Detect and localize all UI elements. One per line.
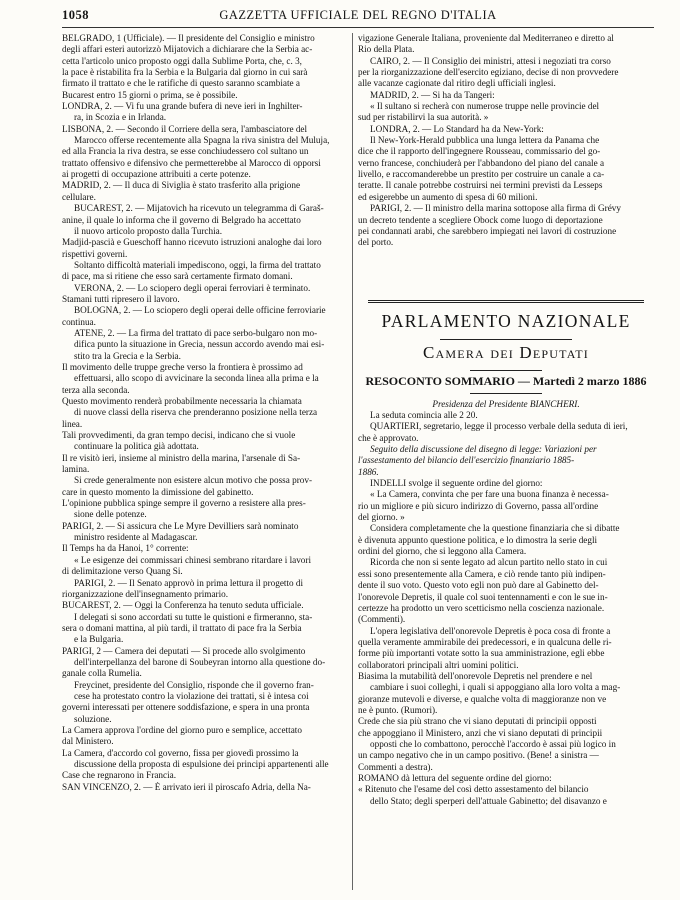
header-rule [62,27,654,28]
text-line: il nuovo articolo proposto dalla Turchia. [74,225,223,236]
text-line: collaboratori principali altri uomini politici. [358,659,519,670]
text-line: CAIRO, 2. — Il Consiglio dei ministri, attesi i negoziati tra corso [370,55,611,66]
text-line: vigazione Generale Italiana, proveniente dal Mediterraneo e diretto al [358,33,614,43]
text-line: BOLOGNA, 2. — Lo sciopero degli operai delle officine ferroviarie [74,305,326,316]
text-line: trattato offensivo e difensivo che permetterebbe al Marocco di opporsi [62,157,321,168]
text-line: dell'interpellanza del barone di Soubeyran intorno alla questione do- [74,656,326,667]
section-rule-top [368,300,644,303]
publication-title: GAZZETTA UFFICIALE DEL REGNO D'ITALIA [219,8,497,22]
text-line: ne è punto. (Rumori). [358,704,438,715]
text-line: sud per ristabilirvi la sua autorità. » [358,112,489,123]
text-line: di pace, ma si ritiene che esso sarà certamente firmato domani. [62,271,293,282]
text-line: e la Bulgaria. [74,634,124,645]
text-line: « Le esigenze dei commissari chinesi sembrano ritardare i lavori [74,554,311,565]
text-line: care in questo momento la dimissione del gabinetto. [62,486,254,497]
chamber-title: Camera dei Deputati [423,343,589,362]
text-line: La seduta comincia alle 2 20. [370,410,478,420]
text-line: L'opera legislativa dell'onorevole Depretis è poca cosa di fronte a [370,625,611,636]
text-line: Bucarest entro 15 giorni o prima, se è possibile. [62,89,238,100]
text-line: dente il suo voto. Questo voto egli non può dare al Gabinetto del- [358,580,599,591]
text-line: Tali provvedimenti, da gran tempo decisi, indicano che si vuole [62,430,296,441]
text-line: cetta l'articolo unico proposto oggi dalla Sublime Porta, che, c. 3, [62,55,302,66]
text-line: (Commenti). [358,614,406,625]
text-line: Case che regnarono in Francia. [62,770,177,781]
text-line: di delimitazione verso Quang Si. [62,566,183,577]
short-rule [470,393,542,394]
text-line: BELGRADO, 1 (Ufficiale). — Il presidente del Consiglio e ministro [62,33,315,43]
text-line: MADRID, 2. — Si ha da Tangeri: [370,89,495,100]
text-line: Si crede generalmente non esistere alcun motivo che possa prov- [74,475,313,486]
text-line: che è approvato. [358,432,419,443]
text-line: Il movimento delle truppe greche verso la frontiera è prossimo ad [62,361,303,372]
text-line: Marocco offerse recentemente alla Spagna la riva sinistra del Muluja, [74,135,330,146]
text-line: degli affari esteri autorizzò Mijatovich a dichiarare che la Serbia ac- [62,44,313,55]
text-line: Rio della Plata. [358,44,415,55]
text-line: teratte. Il canale potrebbe costruirsi nei termini previsti da Lesseps [358,180,603,191]
text-line: linea. [62,418,83,429]
text-line: del giorno. » [358,512,405,523]
text-line: PARIGI, 2. — Il Senato approvò in prima lettura il progetto di [74,577,304,588]
text-line: forme più importanti votate sotto la sua amministrazione, egli ebbe [358,648,605,659]
text-line: Stamani tutti ripresero il lavoro. [62,293,180,304]
text-line: I delegati si sono accordati su tutte le quistioni e firmeranno, sta- [74,611,313,622]
text-line: rio un migliore e più sicuro indirizzo di Governo, passa all'ordine [358,500,599,511]
text-line: difica punto la situazione in Grecia, nessun accordo avendo mai esi- [74,339,325,350]
text-line: pei condannati arabi, che sarebbero impiegati nei lavori di costruzione [358,225,617,236]
text-line: ATENE, 2. — La firma del trattato di pace serbo-bulgaro non mo- [74,327,318,338]
text-line: LONDRA, 2. — Lo Standard ha da New-York: [370,123,544,134]
text-line: lamina. [62,464,90,475]
text-line: ganale colla Rumelia. [62,668,142,679]
text-line: sione delle potenze. [74,509,147,520]
text-line: VERONA, 2. — Lo sciopero degli operai ferroviari è terminato. [74,282,311,293]
short-rule [440,339,572,340]
text-line: gioranze mutevoli e diverse, e qualche volta di maggioranze non ve [358,693,607,704]
text-line: continua. [62,316,96,327]
text-line: SAN VINCENZO, 2. — È arrivato ieri il piroscafo Adria, della Na- [62,781,311,792]
text-line: l'assestamento del bilancio dell'esercizio finanziario 1885- [358,455,575,466]
text-line: 1886. [358,466,379,477]
text-line: è divenuta appunto questione politica, e lo dimostra la serie degli [358,534,598,545]
text-line: l'onorevole Depretis, il quale col suoi tentennamenti e con le sue in- [358,591,608,602]
text-line: dello Stato; degli sperperi dell'attuale Gabinetto; del disavanzo e [370,795,607,806]
right-column-top [358,33,654,249]
text-line: ra, in Scozia e in Irlanda. [74,112,167,123]
text-line: Il re visitò ieri, insieme al ministro della marina, l'arsenale di Sa- [62,452,301,463]
text-line: LISBONA, 2. — Secondo il Corriere della sera, l'ambasciatore del [62,123,308,134]
text-line: effettuarsi, allo scopo di avvicinare la seconda linea alla prima e la [74,373,319,384]
text-line: continuare la politica già adottata. [74,441,199,452]
text-line: che appoggiano il Ministero, anzi che vi siano deputati di principii [358,727,603,738]
short-rule [470,370,542,371]
presidency-line: Presidenza del Presidente BIANCHERI. [432,399,580,409]
text-line: La Camera approva l'ordine del giorno puro e semplice, accettato [62,724,302,735]
text-line: ed esigerebbe un aumento di spesa di 60 milioni. [358,191,538,202]
left-column [62,33,348,793]
text-line: soluzione. [74,713,112,724]
text-line: MADRID, 2. — Il duca di Siviglia è stato trasferito alla prigione [62,180,301,191]
text-line: ROMANO dà lettura del seguente ordine del giorno: [358,773,552,783]
text-line: BUCAREST, 2. — Oggi la Conferenza ha tenuto seduta ufficiale. [62,600,304,611]
text-line: L'opinione pubblica spinge sempre il governo a resistere alla pres- [62,498,306,509]
text-line: ai progetti di occupazione attribuiti a certe potenze. [62,169,251,180]
text-line: certezze ha prodotto un vero scetticismo nella coscienza nazionale. [358,602,605,613]
text-line: per la riorganizzazione dell'esercito egiziano, decise di non provvedere [358,67,619,78]
text-line: ed alla Francia la riva destra, se esse conchiudessero col sultano un [62,146,309,157]
summary-heading: RESOCONTO SOMMARIO — Martedì 2 marzo 1886 [365,374,647,388]
text-line: ordini del giorno, che si leggono alla Camera. [358,546,527,557]
text-line: La Camera, d'accordo col governo, fissa per giovedì prossimo la [62,747,299,758]
text-line: opposti che lo combattono, perocchè l'accordo è assai più logico in [370,738,616,749]
text-line: dice che il rapporto dell'ingegnere Rousseau, commissario del go- [358,146,601,157]
text-line: « Ritenuto che l'esame del così detto assestamento del bilancio [358,784,589,795]
text-line: QUARTIERI, segretario, legge il processo verbale della seduta di ieri, [370,421,628,432]
text-line: rispettivi governi. [62,248,128,259]
page-number: 1058 [62,8,89,22]
text-line: Madjid-pascià e Gueschoff hanno ricevuto istruzioni analoghe dai loro [62,237,322,248]
text-line: PARIGI, 2. — Si assicura che Le Myre Devilliers sarà nominato [62,520,299,531]
text-line: del porto. [358,237,394,248]
text-line: stito tra la Grecia e la Serbia. [74,350,181,361]
text-line: Soltanto difficoltà materiali impediscono, oggi, la firma del trattato [74,259,321,270]
text-line: Freycinet, presidente del Consiglio, risponde che il governo fran- [74,679,314,690]
text-line: cese ha protestato contro la violazione dei trattati, si è intesa coi [74,690,309,701]
text-line: Seguito della discussione del disegno di legge: Variazioni per [370,444,597,455]
text-line: Il New-York-Herald pubblica una lunga lettera da Panama che [370,135,600,146]
right-column-bottom [358,410,654,807]
text-line: cambiare i suoi colleghi, i quali si appoggiano alla loro volta a mag- [370,682,621,693]
text-line: « Il sultano si recherà con numerose truppe nelle provincie del [370,101,600,112]
text-line: terza alla seconda. [62,384,130,395]
text-line: ministro residente al Madagascar. [74,532,198,543]
text-line: Il Temps ha da Hanoi, 1° corrente: [62,543,189,554]
text-line: riorganizzazione dell'insegnamento primario. [62,588,229,599]
text-line: quella veramente ammirabile dei predecessori, e in qualcuna delle ri- [358,636,612,647]
text-line: verno francese, conchiuderà per l'abbandono del piano del canale a [358,157,605,168]
text-line: INDELLI svolge il seguente ordine del giorno: [370,478,543,489]
text-line: Ricorda che non si sente legato ad alcun partito nello stato in cui [370,557,608,568]
text-line: PARIGI, 2 — Camera dei deputati — Si procede allo svolgimento [62,645,306,656]
text-line: BUCAREST, 2. — Mijatovich ha ricevuto un telegramma di Garaš- [74,203,324,214]
text-line: PARIGI, 2. — Il ministro della marina sottopose alla firma di Grévy [370,203,621,214]
text-line: LONDRA, 2. — Vi fu una grande bufera di neve ieri in Inghilter- [62,101,303,112]
text-line: discussione della proposta di espulsione dei principi appartenenti alle [74,759,329,769]
text-line: essi sono presentemente alla Camera, e ciò rende tanto più indipen- [358,568,606,579]
text-line: firmato il trattato e che le ratifiche di questo saranno scambiate a [62,78,301,89]
text-line: livello, e raccomanderebbe un prestito per costruire un canale a ca- [358,169,605,180]
text-line: sera o domani mattina, al più tardi, il trattato di pace fra la Serbia [62,622,302,633]
text-line: alle vacanze cagionate dal ritiro degli ufficiali inglesi. [358,78,556,89]
text-line: Considera completamente che la questione finanziaria che si dibatte [370,523,620,534]
text-line: di nuove classi della riserva che prenderanno posizione nella terza [74,407,318,418]
page-header [62,8,654,24]
text-line: Commenti a destra). [358,761,433,772]
text-line: governi interessati per ottenere soddisfazione, e spera in una pronta [62,702,310,713]
text-line: dal Ministero. [62,736,114,747]
section-title: PARLAMENTO NAZIONALE [381,311,631,331]
text-line: un campo negativo che in un campo positivo. (Bene! a sinistra — [358,750,599,761]
text-line: Questo movimento renderà probabilmente necessaria la chiamata [62,396,302,406]
text-line: « La Camera, convinta che per fare una buona finanza è necessa- [370,489,609,500]
text-line: un decreto tendente a scegliere Obock come luogo di deportazione [358,214,603,225]
text-line: Crede che sia più strano che vi siano deputati di principii opposti [358,716,597,727]
text-line: anine, il quale lo informa che il governo di Belgrado ha accettato [62,214,301,225]
text-line: la pace è ristabilita fra la Serbia e la Bulgaria dal giorno in cui sarà [62,67,308,78]
text-line: cellulare. [62,191,96,202]
text-line: Biasima la mutabilità dell'onorevole Depretis nel prendere e nel [358,670,593,681]
column-separator [352,33,353,890]
